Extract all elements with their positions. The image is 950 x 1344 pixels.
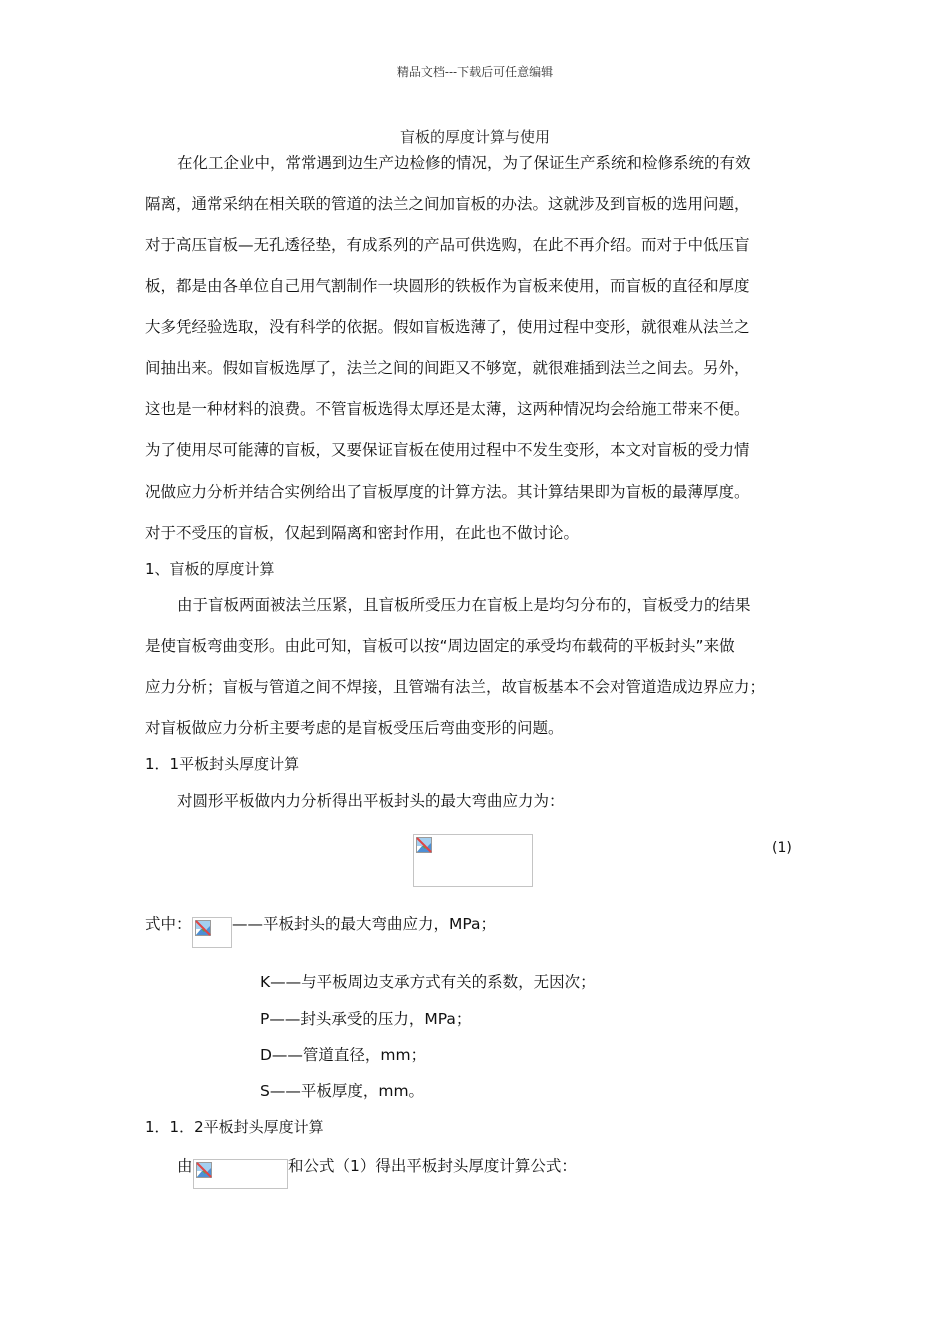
broken-image-icon [416, 837, 432, 853]
intro-line: 隔离，通常采纳在相关联的管道的法兰之间加盲板的办法。这就涉及到盲板的选用问题， [145, 195, 750, 213]
section1-line: 对盲板做应力分析主要考虑的是盲板受压后弯曲变形的问题。 [145, 719, 564, 737]
section112-suffix: 和公式（1）得出平板封头厚度计算公式： [288, 1157, 577, 1175]
section1-line: 由于盲板两面被法兰压紧，且盲板所受压力在盲板上是均匀分布的，盲板受力的结果 [177, 596, 751, 614]
definition-s: S——平板厚度，mm。 [260, 1082, 425, 1100]
definition-p: P——封头承受的压力，MPa； [260, 1010, 472, 1028]
intro-line: 这也是一种材料的浪费。不管盲板选得太厚还是太薄，这两种情况均会给施工带来不便。 [145, 400, 750, 418]
sigma-definition: ——平板封头的最大弯曲应力，MPa； [232, 915, 497, 933]
broken-image-icon [195, 920, 211, 936]
intro-line: 间抽出来。假如盲板选厚了，法兰之间的间距又不够宽，就很难插到法兰之间去。另外， [145, 359, 750, 377]
equation-1-image [413, 834, 533, 887]
section-heading: 1．1平板封头厚度计算 [145, 755, 300, 773]
section112-prefix: 由 [177, 1157, 193, 1175]
intro-line: 对于高压盲板—无孔透径垫，有成系列的产品可供选购，在此不再介绍。而对于中低压盲 [145, 236, 750, 254]
intro-line: 在化工企业中，常常遇到边生产边检修的情况，为了保证生产系统和检修系统的有效 [177, 154, 751, 172]
sigma-symbol-image [192, 917, 232, 948]
definition-k: K——与平板周边支承方式有关的系数，无因次； [260, 973, 596, 991]
intro-line: 为了使用尽可能薄的盲板，又要保证盲板在使用过程中不发生变形，本文对盲板的受力情 [145, 441, 750, 459]
intro-line: 况做应力分析并结合实例给出了盲板厚度的计算方法。其计算结果即为盲板的最薄厚度。 [145, 483, 750, 501]
where-prefix: 式中： [145, 915, 192, 933]
page-header: 精品文档---下载后可任意编辑 [396, 65, 554, 79]
equation-number: (1) [772, 840, 792, 856]
broken-image-icon [196, 1162, 212, 1178]
section-heading: 1．1．2平板封头厚度计算 [145, 1118, 324, 1136]
section1-line: 是使盲板弯曲变形。由此可知，盲板可以按“周边固定的承受均布载荷的平板封头”来做 [145, 637, 735, 655]
section11-text: 对圆形平板做内力分析得出平板封头的最大弯曲应力为： [177, 792, 565, 810]
document-title: 盲板的厚度计算与使用 [399, 128, 550, 146]
condition-formula-image [193, 1159, 288, 1189]
section1-line: 应力分析；盲板与管道之间不焊接，且管端有法兰，故盲板基本不会对管道造成边界应力； [145, 678, 766, 696]
intro-line: 对于不受压的盲板，仅起到隔离和密封作用，在此也不做讨论。 [145, 524, 580, 542]
section-heading: 1、盲板的厚度计算 [145, 560, 275, 578]
intro-line: 板，都是由各单位自己用气割制作一块圆形的铁板作为盲板来使用，而盲板的直径和厚度 [145, 277, 750, 295]
intro-line: 大多凭经验选取，没有科学的依据。假如盲板选薄了，使用过程中变形，就很难从法兰之 [145, 318, 750, 336]
definition-d: D——管道直径，mm； [260, 1046, 427, 1064]
